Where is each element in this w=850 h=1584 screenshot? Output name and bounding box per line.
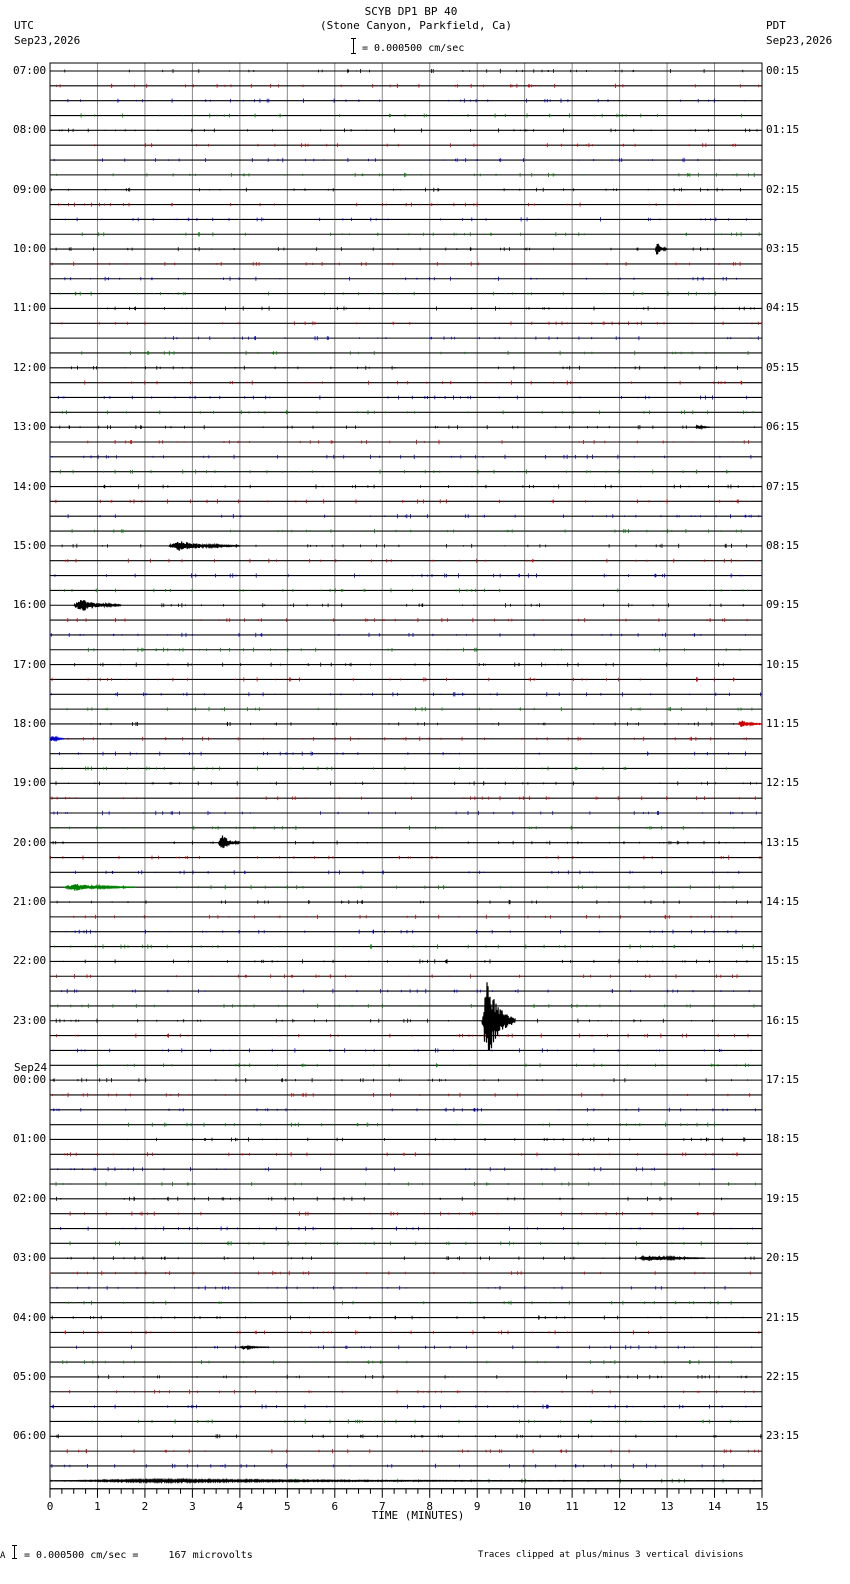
left-hour-label: 03:00	[13, 1251, 47, 1265]
right-hour-label: 03:15	[766, 242, 800, 256]
left-hour-label: 00:00	[13, 1073, 47, 1087]
x-tick-label: 5	[284, 1499, 291, 1513]
right-hour-label: 01:15	[766, 123, 800, 137]
event-trace-95	[50, 1480, 762, 1482]
right-hour-label: 08:15	[766, 538, 800, 552]
left-hour-label: 09:00	[13, 182, 47, 196]
scale-prefix: A	[0, 1551, 6, 1561]
event-trace-86	[240, 1346, 268, 1349]
x-tick-label: 14	[707, 1499, 722, 1513]
left-hour-label: 22:00	[13, 954, 47, 968]
event-trace-12	[655, 244, 667, 255]
date-change-label: Sep24	[14, 1061, 48, 1074]
event-trace-80	[639, 1256, 705, 1261]
left-hour-label: 16:00	[13, 598, 47, 612]
right-hour-label: 13:15	[766, 835, 800, 849]
event-trace-55	[64, 884, 135, 891]
left-timezone: UTC	[14, 19, 34, 32]
left-hour-label: 04:00	[13, 1310, 47, 1324]
right-hour-label: 07:15	[766, 479, 800, 493]
x-axis-ticks	[50, 1489, 762, 1498]
x-tick-label: 3	[189, 1499, 196, 1513]
x-tick-label: 9	[473, 1499, 481, 1513]
x-tick-label: 13	[660, 1499, 674, 1513]
event-trace-24	[696, 425, 710, 428]
right-hour-label: 17:15	[766, 1073, 800, 1087]
left-hour-label: 19:00	[13, 776, 47, 790]
event-bursts	[50, 244, 762, 1482]
x-tick-label: 11	[565, 1499, 579, 1513]
left-hour-label: 23:00	[13, 1013, 47, 1027]
right-hour-label: 23:15	[766, 1429, 800, 1443]
event-trace-64	[482, 982, 515, 1051]
x-tick-label: 4	[236, 1499, 244, 1513]
left-hour-label: 21:00	[13, 895, 47, 909]
footer-scale-bar-icon	[12, 1545, 17, 1559]
x-tick-label: 1	[94, 1499, 101, 1513]
event-trace-44	[738, 721, 762, 727]
left-hour-label: 06:00	[13, 1429, 47, 1443]
right-hour-label: 11:15	[766, 716, 800, 730]
right-timezone: PDT	[766, 19, 786, 32]
left-hour-label: 18:00	[13, 716, 47, 730]
left-hour-label: 02:00	[13, 1191, 47, 1205]
left-hour-label: 14:00	[13, 479, 47, 493]
scale-label: = 0.000500 cm/sec	[362, 43, 465, 54]
event-trace-32	[169, 541, 240, 550]
footer-scale-note: = 0.000500 cm/sec = 167 microvolts	[24, 1550, 253, 1561]
right-hour-label: 10:15	[766, 657, 800, 671]
left-hour-label: 08:00	[13, 123, 47, 137]
chart-subtitle: (Stone Canyon, Parkfield, Ca)	[319, 19, 513, 32]
plot-grid	[50, 63, 762, 1489]
x-axis-label: TIME (MINUTES)	[371, 1509, 465, 1522]
right-hour-label: 00:15	[766, 64, 800, 77]
right-hour-label: 20:15	[766, 1251, 800, 1265]
left-date: Sep23,2026	[14, 34, 81, 47]
right-hour-label: 04:15	[766, 301, 800, 315]
right-hour-label: 09:15	[766, 598, 800, 612]
x-tick-label: 2	[141, 1499, 149, 1513]
left-hour-label: 10:00	[13, 242, 47, 256]
left-hour-label: 05:00	[13, 1369, 47, 1383]
scale-bar-icon	[351, 38, 356, 54]
event-trace-52	[219, 836, 240, 849]
left-hour-label: 01:00	[13, 1132, 47, 1146]
x-tick-label: 0	[46, 1499, 54, 1513]
x-tick-label: 6	[331, 1499, 339, 1513]
left-hour-label: 15:00	[13, 538, 47, 552]
x-tick-label: 15	[755, 1499, 769, 1513]
left-hour-label: 17:00	[13, 657, 47, 671]
left-hour-label: 07:00	[13, 64, 47, 77]
trace-lines	[50, 69, 762, 1483]
right-hour-label: 22:15	[766, 1369, 800, 1383]
plot-frame	[50, 63, 762, 1489]
right-hour-label: 21:15	[766, 1310, 800, 1324]
right-hour-label: 12:15	[766, 776, 800, 790]
right-hour-label: 18:15	[766, 1132, 800, 1146]
x-tick-label: 10	[518, 1499, 532, 1513]
right-hour-label: 14:15	[766, 895, 800, 909]
left-hour-label: 13:00	[13, 420, 47, 434]
left-hour-label: 20:00	[13, 835, 47, 849]
x-tick-label: 12	[612, 1499, 627, 1513]
chart-title: SCYB DP1 BP 40	[364, 5, 458, 18]
right-hour-label: 16:15	[766, 1013, 800, 1027]
x-tick-label: 7	[378, 1499, 386, 1513]
right-date: Sep23,2026	[766, 34, 833, 47]
right-hour-label: 05:15	[766, 360, 800, 374]
left-hour-label: 12:00	[13, 360, 47, 374]
left-hour-label: 11:00	[13, 301, 47, 315]
right-hour-label: 19:15	[766, 1191, 800, 1205]
right-hour-label: 06:15	[766, 420, 800, 434]
x-tick-label: 8	[426, 1499, 434, 1513]
right-hour-label: 15:15	[766, 954, 800, 968]
clip-note: Traces clipped at plus/minus 3 vertical divisions	[478, 1550, 744, 1560]
right-hour-label: 02:15	[766, 182, 800, 196]
event-trace-45	[50, 737, 64, 741]
